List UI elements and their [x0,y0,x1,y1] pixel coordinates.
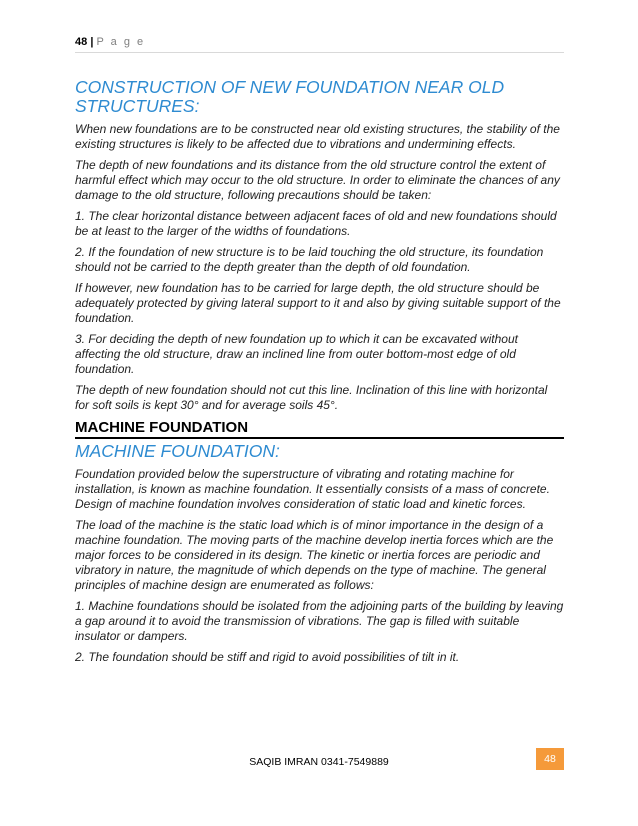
page-header [75,36,564,48]
paragraph: Foundation provided below the superstructure of vibrating and rotating machine for installation, is known as machine foundation. It essentially consists of a mass of concrete. Design of machine foundation involves consideration of static load and kinetic forces. [75,467,550,511]
paragraph: If however, new foundation has to be carried for large depth, the old structure should be adequately protected by giving lateral support to it and also by giving suitable support of the foundation. [75,281,561,325]
section-title-construction: CONSTRUCTION OF NEW FOUNDATION NEAR OLD STRUCTURES: [75,77,505,116]
paragraph: 2. The foundation should be stiff and rigid to avoid possibilities of tilt in it. [75,650,460,664]
paragraph: When new foundations are to be constructed near old existing structures, the stability of the existing structures is likely to be affected due to vibrations and undermining effects. [75,122,560,151]
page-body [75,78,564,671]
paragraph: The depth of new foundation should not cut this line. Inclination of this line with horizontal for soft soils is kept 30° and for average soils 45°. [75,383,548,412]
footer-page-number: 48 [536,748,564,770]
section-heading-machine-foundation: MACHINE FOUNDATION [75,419,564,439]
header-divider [75,52,564,53]
paragraph: 1. The clear horizontal distance between adjacent faces of old and new foundations should be at least to the larger of the widths of foundations. [75,209,557,238]
footer-author: SAQIB IMRAN 0341-7549889 [249,756,389,768]
paragraph: 3. For deciding the depth of new foundation up to which it can be excavated without affecting the old structure, draw an inclined line from outer bottom-most edge of old foundation. [75,332,518,376]
paragraph: The load of the machine is the static load which is of minor importance in the design of a machine foundation. The moving parts of the machine develop inertia forces which are the major forces to be considered in its design. The kinetic or inertia forces are periodic and vibratory in nature, the magnitude of which depends on the type of machine. The general principles of machine design are enumerated as follows: [75,518,554,592]
header-separator: | [90,36,94,48]
paragraph: 1. Machine foundations should be isolated from the adjoining parts of the building by leaving a gap around it to avoid the transmission of vibrations. The gap is filled with suitable insulator or dampers. [75,599,564,643]
header-page-number: 48 [75,36,88,48]
section-title-machine-foundation: MACHINE FOUNDATION: [75,441,280,461]
paragraph: 2. If the foundation of new structure is to be laid touching the old structure, its foundation should not be carried to the depth greater than the depth of old foundation. [75,245,544,274]
header-page-word: P a g e [96,36,146,48]
paragraph: The depth of new foundations and its distance from the old structure control the extent of harmful effect which may occur to the old structure. In order to eliminate the chances of any damage to the old structure, following precautions should be taken: [75,158,560,202]
